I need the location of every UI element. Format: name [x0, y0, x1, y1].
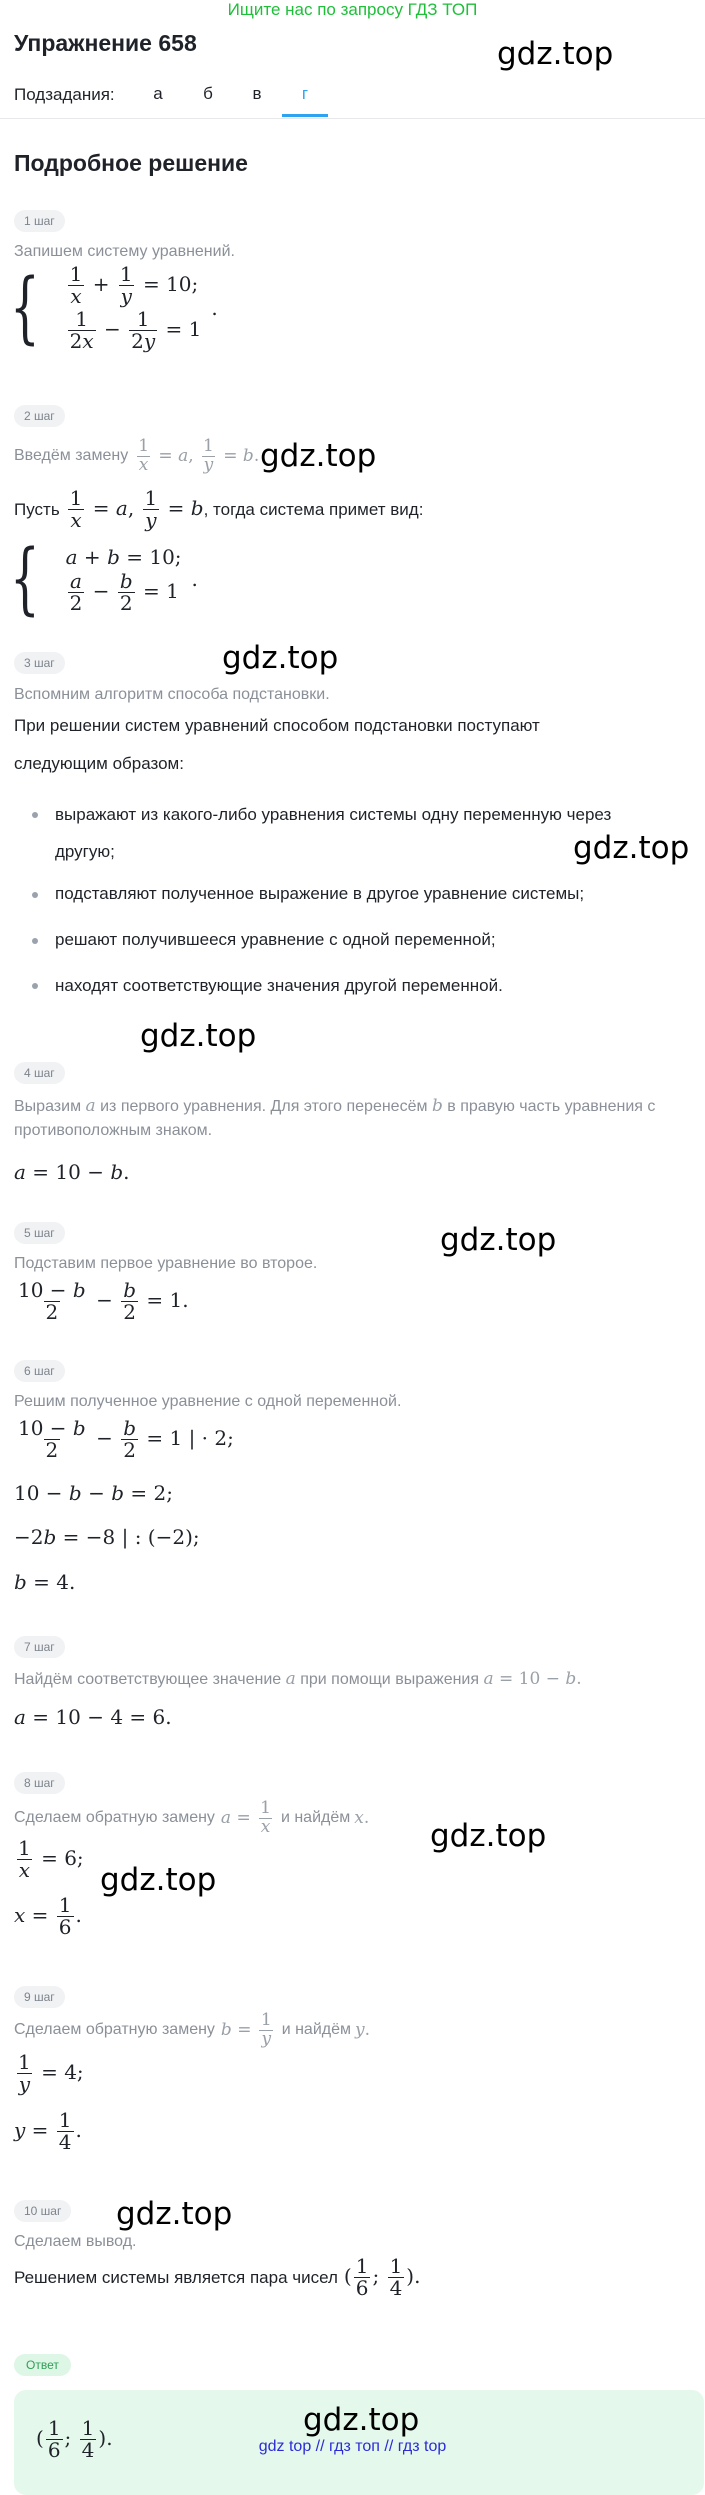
paragraph: следующим образом: — [14, 754, 184, 773]
step-badge: 8 шаг — [14, 1772, 65, 1794]
subtasks-label: Подзадания: — [14, 85, 115, 104]
footer-link[interactable]: гдз top — [397, 2438, 447, 2455]
step-note: противоположным знаком. — [14, 1122, 213, 1139]
step-note: Решим полученное уравнение с одной переменной. — [14, 1393, 402, 1410]
watermark: gdz.top — [140, 1018, 257, 1054]
step-note: Сделаем обратную замену a = $\frac{1}{x}$ и найдём x. — [14, 1798, 370, 1837]
footer-separator: // — [384, 2438, 394, 2455]
watermark: gdz.top — [116, 2196, 233, 2232]
search-banner[interactable]: Ищите нас по запросу ГДЗ ТОП — [227, 0, 478, 19]
step-badge: 5 шаг — [14, 1222, 65, 1244]
bullet-icon — [32, 892, 38, 898]
equation-system: { $\frac{1}{x}$ + $\frac{1}{y}$ = 10; $\frac{1}{2x}$ − $\frac{1}{2y}$ = 1 . — [10, 262, 218, 353]
footer-links — [0, 2438, 705, 2456]
watermark: gdz.top — [260, 438, 377, 474]
step-note: Найдём соответствующее значение a при помощи выражения a = 10 − b. — [14, 1669, 582, 1689]
answer-badge: Ответ — [14, 2354, 71, 2376]
watermark: gdz.top — [222, 640, 339, 676]
list-item: находят соответствующие значения другой переменной. — [55, 976, 503, 995]
step-badge: 6 шаг — [14, 1360, 65, 1382]
tab-g[interactable]: г — [301, 84, 309, 103]
tab-a[interactable]: а — [153, 84, 163, 103]
answer-value: ( $\frac{1}{6}$ ; $\frac{1}{4}$ ). — [36, 2416, 113, 2462]
divider — [0, 118, 705, 119]
list-item: решают получившееся уравнение с одной переменной; — [55, 930, 496, 949]
watermark: gdz.top — [100, 1862, 217, 1898]
watermark: gdz.top — [430, 1818, 547, 1854]
equation: $\frac{10 - b}{2}$ − $\frac{b}{2}$ = 1 | · 2; — [18, 1416, 234, 1462]
equation: $\frac{10 - b}{2}$ − $\frac{b}{2}$ = 1. — [18, 1278, 189, 1324]
conclusion: Решением системы является пара чисел ( $\frac{1}{6}$ ; $\frac{1}{4}$ ). — [14, 2254, 421, 2300]
equation: $\frac{1}{y}$ = 4; — [18, 2050, 84, 2096]
active-tab-indicator — [282, 114, 328, 117]
equation: $\frac{1}{x}$ = 6; — [18, 1836, 84, 1882]
watermark: gdz.top — [303, 2402, 420, 2438]
bullet-icon — [32, 983, 38, 989]
equation: a = 10 − 4 = 6. — [14, 1705, 172, 1729]
step-note: Подставим первое уравнение во второе. — [14, 1255, 318, 1272]
step-note: Сделаем вывод. — [14, 2233, 137, 2250]
footer-link[interactable]: gdz top — [258, 2438, 312, 2455]
page-title: Упражнение 658 — [14, 30, 197, 56]
list-item: выражают из какого-либо уравнения системы одну переменную через — [55, 805, 612, 824]
tab-b[interactable]: б — [203, 84, 213, 103]
watermark: gdz.top — [573, 830, 690, 866]
equation: b = 4. — [14, 1570, 76, 1594]
tab-v[interactable]: в — [252, 84, 262, 103]
step-note: Запишем систему уравнений. — [14, 243, 235, 260]
list-item: другую; — [55, 842, 115, 861]
step-note: Сделаем обратную замену b = $\frac{1}{y}$ и найдём y. — [14, 2010, 371, 2049]
step-badge: 10 шаг — [14, 2200, 71, 2222]
watermark: gdz.top — [497, 36, 614, 72]
list-item: подставляют полученное выражение в другое уравнение системы; — [55, 884, 585, 903]
paragraph: При решении систем уравнений способом подстановки поступают — [14, 716, 540, 735]
step-note: Введём замену $\frac{1}{x}$ = a, $\frac{1}{y}$ = b. — [14, 436, 260, 475]
step-badge: 1 шаг — [14, 210, 65, 232]
equation-system: { a + b = 10; $\frac{a}{2}$ − $\frac{b}{2}$ = 1 . — [10, 534, 198, 624]
bullet-icon — [32, 938, 38, 944]
equation: y = $\frac{1}{4}$ . — [14, 2108, 82, 2154]
section-title: Подробное решение — [14, 150, 248, 176]
footer-separator: // — [315, 2438, 325, 2455]
equation: −2b = −8 | : (−2); — [14, 1525, 200, 1549]
equation: x = $\frac{1}{6}$ . — [14, 1893, 82, 1939]
step-badge: 7 шаг — [14, 1636, 65, 1658]
footer-link[interactable]: гдз топ — [329, 2438, 380, 2455]
watermark: gdz.top — [440, 1222, 557, 1258]
equation: 10 − b − b = 2; — [14, 1481, 173, 1505]
step-badge: 2 шаг — [14, 405, 65, 427]
equation: a = 10 − b. — [14, 1160, 130, 1184]
step-note: Выразим a из первого уравнения. Для этого перенесём b в правую часть уравнения с — [14, 1096, 656, 1116]
step-badge: 4 шаг — [14, 1062, 65, 1084]
step-badge: 3 шаг — [14, 652, 65, 674]
bullet-icon — [32, 812, 38, 818]
step-note: Вспомним алгоритм способа подстановки. — [14, 686, 330, 703]
step-badge: 9 шаг — [14, 1986, 65, 2008]
substitution-line: Пусть $\frac{1}{x}$ = a, $\frac{1}{y}$ = b , тогда система примет вид: — [14, 486, 424, 532]
